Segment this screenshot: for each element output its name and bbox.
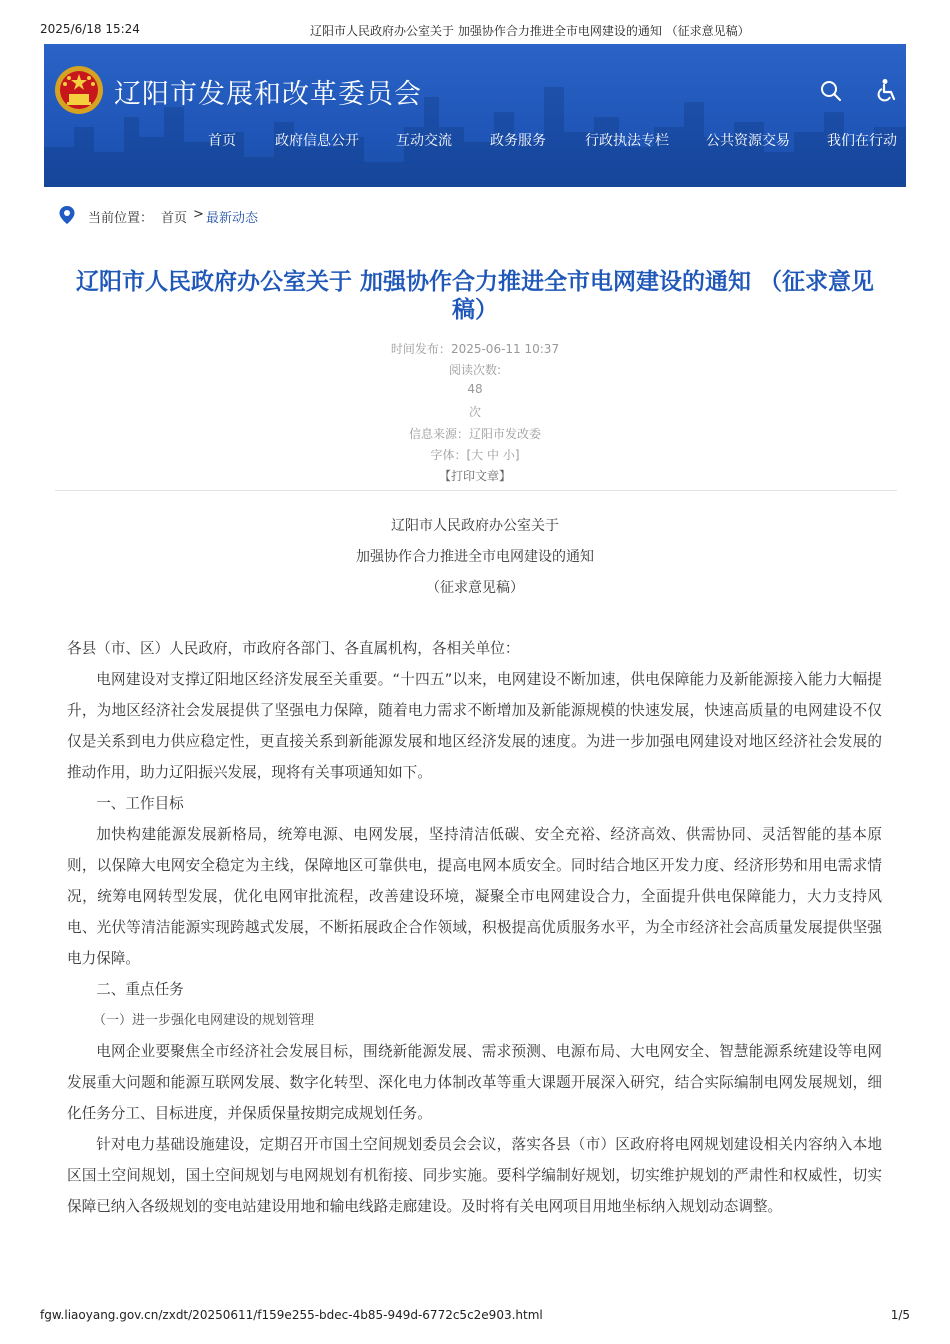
paragraph-intro: 电网建设对支撑辽阳地区经济发展至关重要。“十四五”以来，电网建设不断加速，供电保障能力及新能源接入能力大幅提升，为地区经济社会发展提供了坚强电力保障，随着电力需求不断增加及新能源规模的快速发展，快速高质量的电网建设不仅仅是关系到电力供应稳定性，更直接关系到新能源发展和地区经济发展的速度。为进一步加强电网建设对地区经济社会发展的推动作用，助力辽阳振兴发展，现将有关事项通知如下。 [67,671,882,781]
nav-government-services[interactable]: 政务服务 [490,133,546,149]
article-title: 辽阳市人民政府办公室关于 加强协作合力推进全市电网建设的通知 （征求意见稿） [75,269,874,323]
print-article-link[interactable]: 【打印文章】 [438,469,511,483]
font-size-close-bracket: ] [514,448,520,462]
section-heading-tasks: 二、重点任务 [96,981,184,998]
paragraph-goals: 加快构建能源发展新格局，统筹电源、电网发展，坚持清洁低碳、安全充裕、经济高效、供需协同、灵活智能的基本原则，以保障大电网安全稳定为主线，保障地区可靠供电，提高电网本质安全。同时结合地区开发力度、经济形势和用电需求情况，统筹电网转型发展，优化电网审批流程，改善建设环境，凝聚全市电网建设合力，全面提升供电保障能力，大力支持风电、光伏等清洁能源实现跨越式发展，不断拓展政企合作领域，积极提高优质服务水平，为全市经济社会高质量发展提供坚强电力保障。 [67,826,882,967]
print-date: 2025/6/18 15:24 [40,22,140,36]
site-banner [44,44,906,187]
publish-time-value: 2025-06-11 10:37 [450,342,560,356]
accessibility-icon[interactable] [876,78,898,102]
print-page-number: 1/5 [890,1308,910,1322]
paragraph-planning-1: 电网企业要聚焦全市经济社会发展目标，围绕新能源发展、需求预测、电源布局、大电网安全、智慧能源系统建设等电网发展重大问题和能源互联网发展、数字化转型、深化电力体制改革等重大课题开展深入研究，结合实际编制电网发展规划，细化任务分工、目标进度，并保质保量按期完成规划任务。 [67,1043,882,1122]
source-row [0,425,950,442]
views-label-row [0,361,950,378]
site-name: 辽阳市发展和改革委员会 [114,79,422,110]
source-value: 辽阳市发改委 [469,427,542,441]
section-heading-goals: 一、工作目标 [96,795,184,812]
views-unit: 次 [468,405,481,419]
subsection-heading-planning: （一）进一步强化电网建设的规划管理 [93,1013,315,1028]
breadcrumb-home-link[interactable]: 首页 [161,211,188,226]
document-heading-line1: 辽阳市人民政府办公室关于 [391,518,559,534]
nav-government-info[interactable]: 政府信息公开 [275,133,359,149]
content-divider [55,490,897,491]
views-count-row [0,382,950,396]
views-unit-row [0,403,950,420]
print-header [40,22,910,40]
document-salutation: 各县（市、区）人民政府，市政府各部门、各直属机构，各相关单位： [67,640,520,657]
nav-law-enforcement[interactable]: 行政执法专栏 [585,133,669,149]
font-size-label: 字体： [430,448,467,462]
print-url: fgw.liaoyang.gov.cn/zxdt/20250611/f159e255-bdec-4b85-949d-6772c5c2e903.html [40,1308,543,1322]
document-heading-line3: （征求意见稿） [426,580,524,596]
nav-in-action[interactable]: 我们在行动 [827,133,897,149]
publish-time-label: 时间发布： [390,342,451,356]
breadcrumb-label: 当前位置： [88,211,154,226]
document-heading-line2: 加强协作合力推进全市电网建设的通知 [356,549,594,565]
print-row [0,467,950,484]
nav-interaction[interactable]: 互动交流 [396,133,452,149]
font-size-large-button[interactable]: 大 [471,448,484,462]
print-footer [40,1308,910,1326]
views-label: 阅读次数: [448,363,502,377]
location-pin-icon [58,205,76,225]
font-size-row [0,446,950,463]
font-size-medium-button[interactable]: 中 [487,448,500,462]
search-icon[interactable] [820,80,842,102]
nav-home[interactable]: 首页 [208,133,236,149]
national-emblem-icon [54,64,104,116]
paragraph-planning-2: 针对电力基础设施建设，定期召开市国土空间规划委员会会议，落实各县（市）区政府将电网规划建设相关内容纳入本地区国土空间规划，国土空间规划与电网规划有机衔接、同步实施。要科学编制好规划，切实维护规划的严肃性和权威性，切实保障已纳入各级规划的变电站建设用地和输电线路走廊建设。及时将有关电网项目用地坐标纳入规划动态调整。 [67,1136,882,1215]
publish-time-row [0,340,950,357]
breadcrumb-separator: > [193,207,204,222]
print-page-title: 辽阳市人民政府办公室关于 加强协作合力推进全市电网建设的通知 （征求意见稿） [310,24,750,38]
font-size-small-button[interactable]: 小 [502,448,515,462]
document-body [67,633,882,1222]
nav-public-trading[interactable]: 公共资源交易 [706,133,790,149]
breadcrumb-current-link[interactable]: 最新动态 [206,211,259,226]
views-count: 48 [467,382,483,396]
source-label: 信息来源： [408,427,469,441]
font-size-open-bracket: [ [466,448,472,462]
